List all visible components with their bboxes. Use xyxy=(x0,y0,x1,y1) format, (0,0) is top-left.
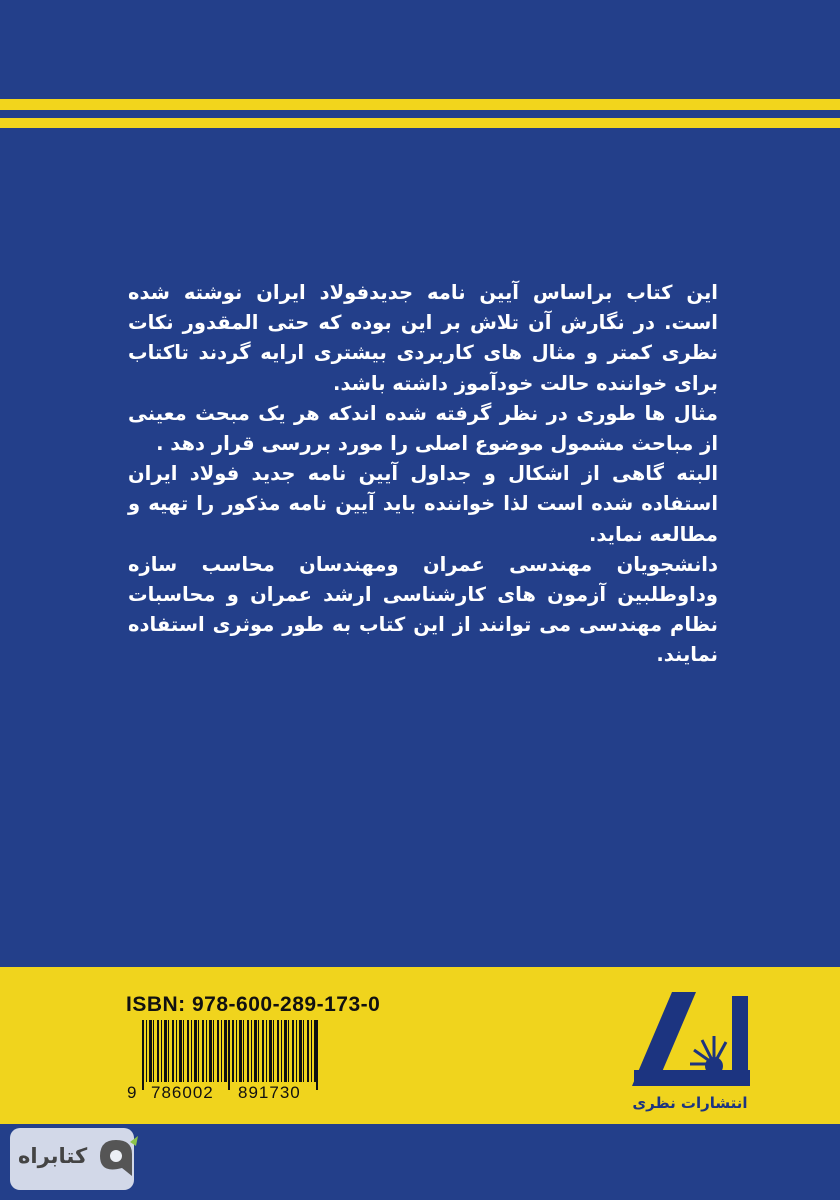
watermark-text: کتابراه xyxy=(18,1144,88,1168)
barcode xyxy=(142,1020,318,1082)
description-paragraph-1: این کتاب براساس آیین نامه جدیدفولاد ایران نوشته شده است. در نگارش آن تلاش بر این بوده که حتی المقدور نکات نظری کمتر و مثال های کاربردی بیشتری ارایه گردند تاکتاب برای خواننده حالت خودآموز داشته باشد. xyxy=(128,281,718,395)
barcode-guard-left xyxy=(142,1020,144,1090)
top-stripe-upper xyxy=(0,99,840,110)
description-paragraph-4: دانشجویان مهندسی عمران ومهندسان محاسب سازه وداوطلبین آزمون های کارشناسی ارشد عمران و محاسبات نظام مهندسی می توانند از این کتاب به طور موثری استفاده نمایند. xyxy=(128,552,718,667)
barcode-right-digits: 891730 xyxy=(238,1083,301,1102)
ketabrah-logo-icon xyxy=(92,1134,142,1184)
publisher-name: انتشارات نظری xyxy=(632,1094,748,1112)
barcode-guard-right xyxy=(316,1020,318,1090)
publisher-logo-icon xyxy=(628,988,752,1088)
top-stripe-lower xyxy=(0,118,840,128)
back-cover-description xyxy=(128,278,718,671)
barcode-guard-middle xyxy=(228,1020,230,1090)
barcode-lead-digit: 9 xyxy=(127,1083,138,1102)
barcode-left-digits: 786002 xyxy=(151,1083,214,1102)
description-paragraph-3: البته گاهی از اشکال و جداول آیین نامه جدید فولاد ایران استفاده شده است لذا خواننده باید آیین نامه مذکور را تهیه و مطالعه نماید. xyxy=(128,462,718,546)
isbn-label: ISBN: 978-600-289-173-0 xyxy=(126,993,381,1016)
description-paragraph-2: مثال ها طوری در نظر گرفته شده اندکه هر یک مبحث معینی از مباحث مشمول موضوع اصلی را مورد بررسی قرار دهد . xyxy=(128,401,718,456)
ketabrah-watermark xyxy=(10,1128,134,1190)
